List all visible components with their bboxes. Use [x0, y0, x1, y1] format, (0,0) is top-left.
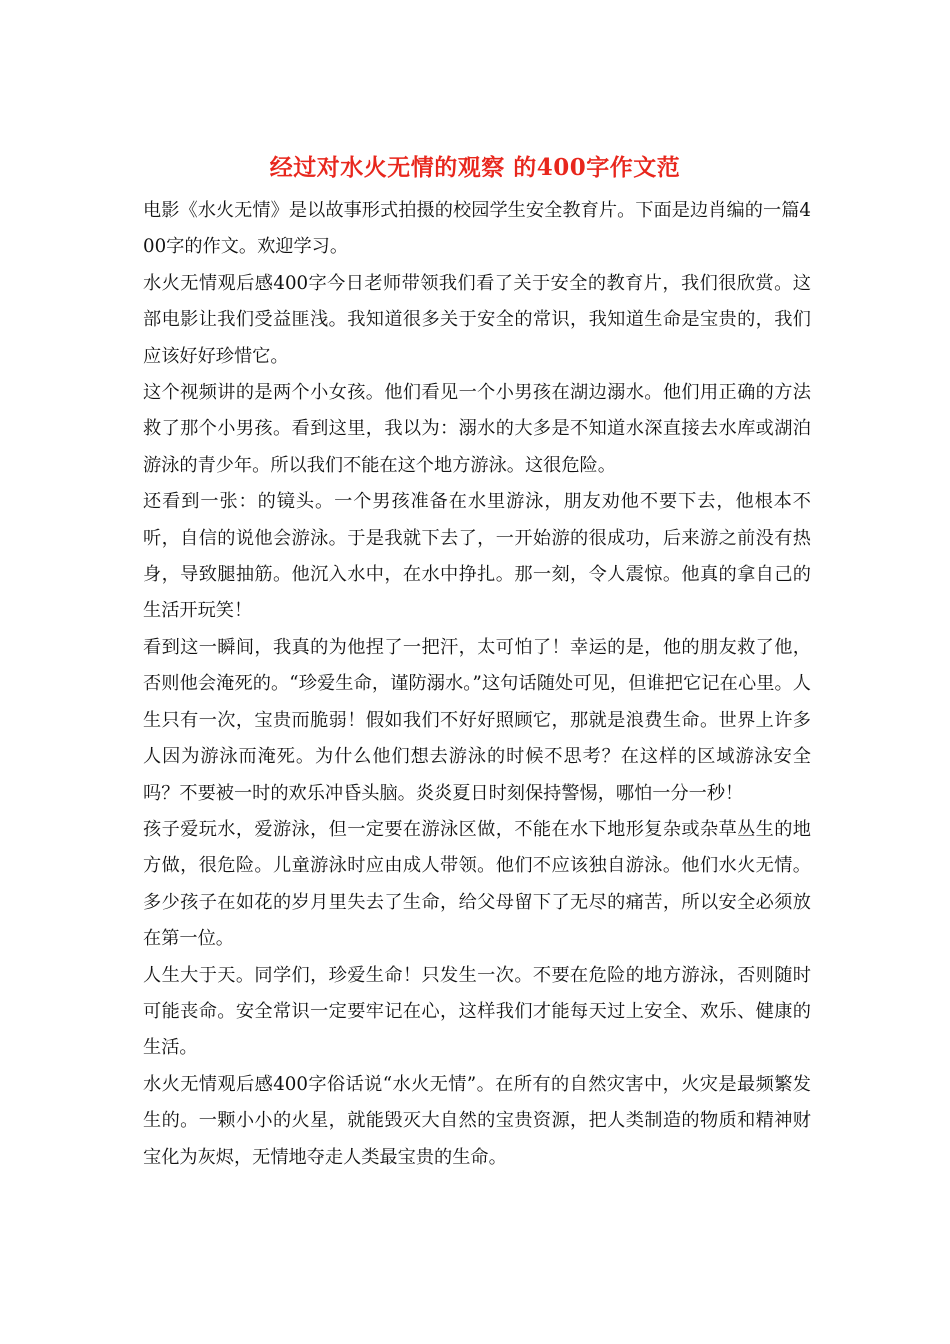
paragraph-boy-scene: 还看到一张：的镜头。一个男孩准备在水里游泳，朋友劝他不要下去，他根本不听，自信的说他会游泳。于是我就下去了，一开始游的很成功，后来游之前没有热身，导致腿抽筋。他沉入水中，在水中挣扎。那一刻，令人震惊。他真的拿自己的生活开玩笑！	[143, 491, 811, 622]
paragraph-second-essay: 水火无情观后感400字俗话说“水火无情”。在所有的自然灾害中，火灾是最频繁发生的。一颗小小的火星，就能毁灭大自然的宝贵资源，把人类制造的物质和精神财宝化为灰烬，无情地夺走人类最宝贵的生命。	[143, 1073, 811, 1168]
paragraph-reflection: 看到这一瞬间，我真的为他捏了一把汗，太可怕了！幸运的是，他的朋友救了他，否则他会淹死的。“珍爱生命，谨防溺水。”这句话随处可见，但谁把它记在心里。人生只有一次，宝贵而脆弱！假如我们不好好照顾它，那就是浪费生命。世界上许多人因为游泳而淹死。为什么他们想去游泳的时候不思考？在这样的区域游泳安全吗？不要被一时的欢乐冲昏头脑。炎炎夏日时刻保持警惕，哪怕一分一秒！	[143, 636, 811, 804]
paragraph-conclusion: 人生大于天。同学们，珍爱生命！只发生一次。不要在危险的地方游泳，否则随时可能丧命。安全常识一定要牢记在心，这样我们才能每天过上安全、欢乐、健康的生活。	[143, 964, 811, 1059]
document-title: 经过对水火无情的观察 的400字作文范	[269, 154, 681, 181]
paragraph-video-summary: 这个视频讲的是两个小女孩。他们看见一个小男孩在湖边溺水。他们用正确的方法救了那个小男孩。看到这里，我以为：溺水的大多是不知道水深直接去水库或湖泊游泳的青少年。所以我们不能在这个地方游泳。这很危险。	[143, 382, 811, 476]
paragraph-safety-advice: 孩子爱玩水，爱游泳，但一定要在游泳区做，不能在水下地形复杂或杂草丛生的地方做，很危险。儿童游泳时应由成人带领。他们不应该独自游泳。他们水火无情。多少孩子在如花的岁月里失去了生命，给父母留下了无尽的痛苦，所以安全必须放在第一位。	[143, 818, 811, 950]
paragraph-intro: 电影《水火无情》是以故事形式拍摄的校园学生安全教育片。下面是边肖编的一篇400字的作文。欢迎学习。	[143, 200, 811, 258]
document-body	[143, 193, 811, 1176]
paragraph-review-opening: 水火无情观后感400字今日老师带领我们看了关于安全的教育片，我们很欣赏。这部电影让我们受益匪浅。我知道很多关于安全的常识，我知道生命是宝贵的，我们应该好好珍惜它。	[143, 272, 811, 367]
